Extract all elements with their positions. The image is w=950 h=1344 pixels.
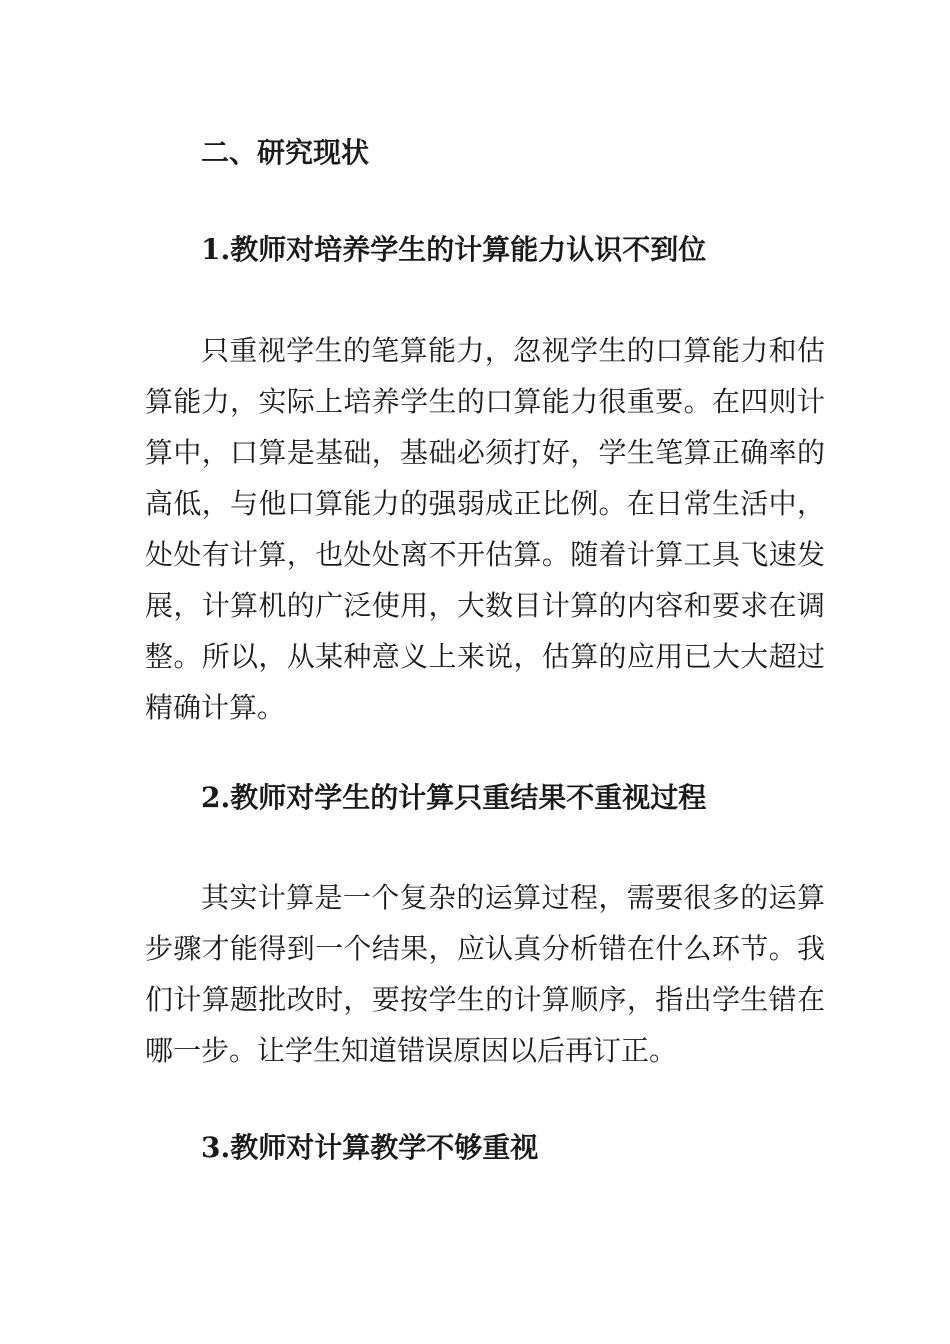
item-2-body: 其实计算是一个复杂的运算过程，需要很多的运算步骤才能得到一个结果，应认真分析错在什么环节。我们计算题批改时，要按学生的计算顺序，指出学生错在哪一步。让学生知道错误原因以后再订正。 <box>145 881 825 1067</box>
item-3-heading: 3.教师对计算教学不够重视 <box>201 1131 539 1164</box>
item-1-body: 只重视学生的笔算能力，忽视学生的口算能力和估算能力，实际上培养学生的口算能力很重要。在四则计算中，口算是基础，基础必须打好，学生笔算正确率的高低，与他口算能力的强弱成正比例。在日常生活中，处处有计算，也处处离不开估算。随着计算工具飞速发展，计算机的广泛使用，大数目计算的内容和要求在调整。所以，从某种意义上来说，估算的应用已大大超过精确计算。 <box>145 334 825 724</box>
item-2-heading: 2.教师对学生的计算只重结果不重视过程 <box>201 781 707 814</box>
section-title: 二、研究现状 <box>201 136 370 169</box>
item-1-heading: 1.教师对培养学生的计算能力认识不到位 <box>201 233 707 266</box>
